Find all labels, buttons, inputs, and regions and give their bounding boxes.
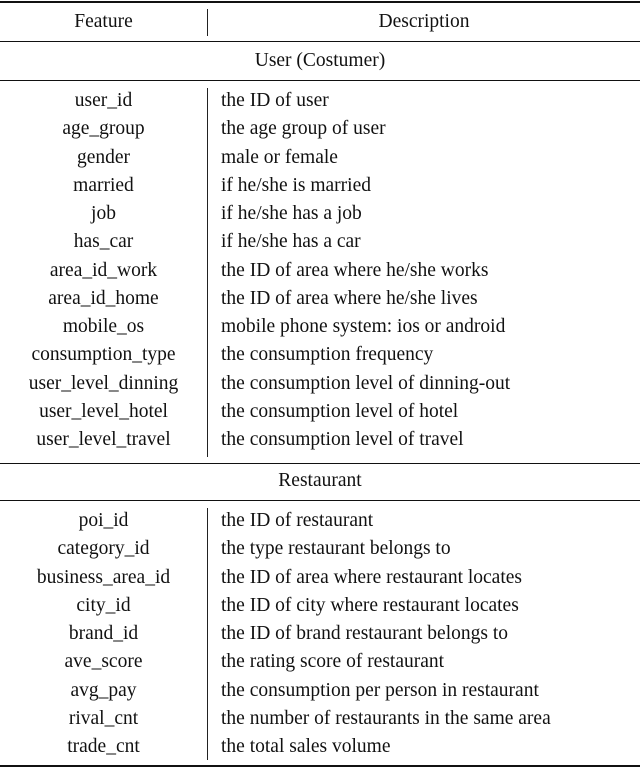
feature-name: user_id — [74, 90, 133, 111]
feature-name: gender — [76, 146, 131, 168]
feature-name: consumption_type — [31, 344, 176, 366]
feature-description: the total sales volume — [221, 736, 391, 757]
feature-name: area_id_work — [49, 259, 158, 281]
section-rule — [0, 463, 640, 464]
section-rule — [0, 80, 640, 81]
feature-name: category_id — [57, 538, 150, 560]
feature-description: the rating score of restaurant — [221, 651, 445, 673]
feature-description: if he/she has a job — [221, 203, 362, 224]
feature-description: the ID of brand restaurant belongs to — [221, 623, 508, 644]
feature-name: business_area_id — [36, 566, 171, 588]
feature-name: rival_cnt — [68, 707, 139, 729]
feature-description: the ID of area where restaurant locates — [221, 566, 523, 588]
header-feature: Feature — [74, 11, 133, 32]
header-rule — [0, 41, 640, 42]
feature-description: male or female — [221, 146, 338, 168]
feature-description: if he/she has a car — [221, 231, 361, 253]
feature-name: brand_id — [68, 623, 139, 644]
feature-name: trade_cnt — [67, 736, 140, 757]
header-description: Description — [378, 11, 470, 32]
feature-description: the ID of user — [221, 90, 329, 111]
feature-name: avg_pay — [70, 679, 137, 701]
feature-description: mobile phone system: ios or android — [221, 316, 506, 337]
feature-name: ave_score — [64, 651, 143, 673]
section-rule — [0, 500, 640, 501]
column-divider — [207, 508, 208, 760]
feature-name: user_level_dinning — [28, 372, 179, 394]
feature-description: the ID of area where he/she works — [221, 259, 489, 281]
feature-name: user_level_hotel — [39, 400, 168, 422]
feature-description: the type restaurant belongs to — [221, 538, 451, 560]
feature-name: has_car — [73, 231, 134, 253]
feature-description: the age group of user — [221, 118, 386, 140]
feature-description: the ID of area where he/she lives — [221, 287, 478, 309]
feature-description: the consumption level of dinning-out — [221, 372, 511, 394]
feature-description: the ID of city where restaurant locates — [221, 594, 519, 616]
column-divider — [207, 88, 208, 457]
feature-description: the number of restaurants in the same area — [221, 707, 551, 729]
feature-name: city_id — [76, 594, 131, 616]
feature-description: the consumption frequency — [221, 344, 434, 366]
feature-description: the consumption level of hotel — [221, 400, 459, 422]
feature-name: age_group — [62, 118, 145, 140]
feature-name: married — [73, 174, 134, 196]
feature-name: mobile_os — [62, 316, 145, 337]
feature-name: poi_id — [78, 510, 129, 531]
feature-name: user_level_travel — [36, 429, 171, 450]
section-title-user: User (Costumer) — [254, 50, 386, 71]
feature-description: the ID of restaurant — [221, 510, 374, 531]
bottom-rule — [0, 765, 640, 767]
section-title-restaurant: Restaurant — [278, 470, 362, 491]
feature-description: the consumption per person in restaurant — [221, 679, 539, 701]
feature-description: the consumption level of travel — [221, 429, 464, 450]
feature-description: if he/she is married — [221, 174, 371, 196]
feature-name: area_id_home — [48, 287, 159, 309]
feature-name: job — [91, 203, 116, 224]
top-rule — [0, 1, 640, 3]
